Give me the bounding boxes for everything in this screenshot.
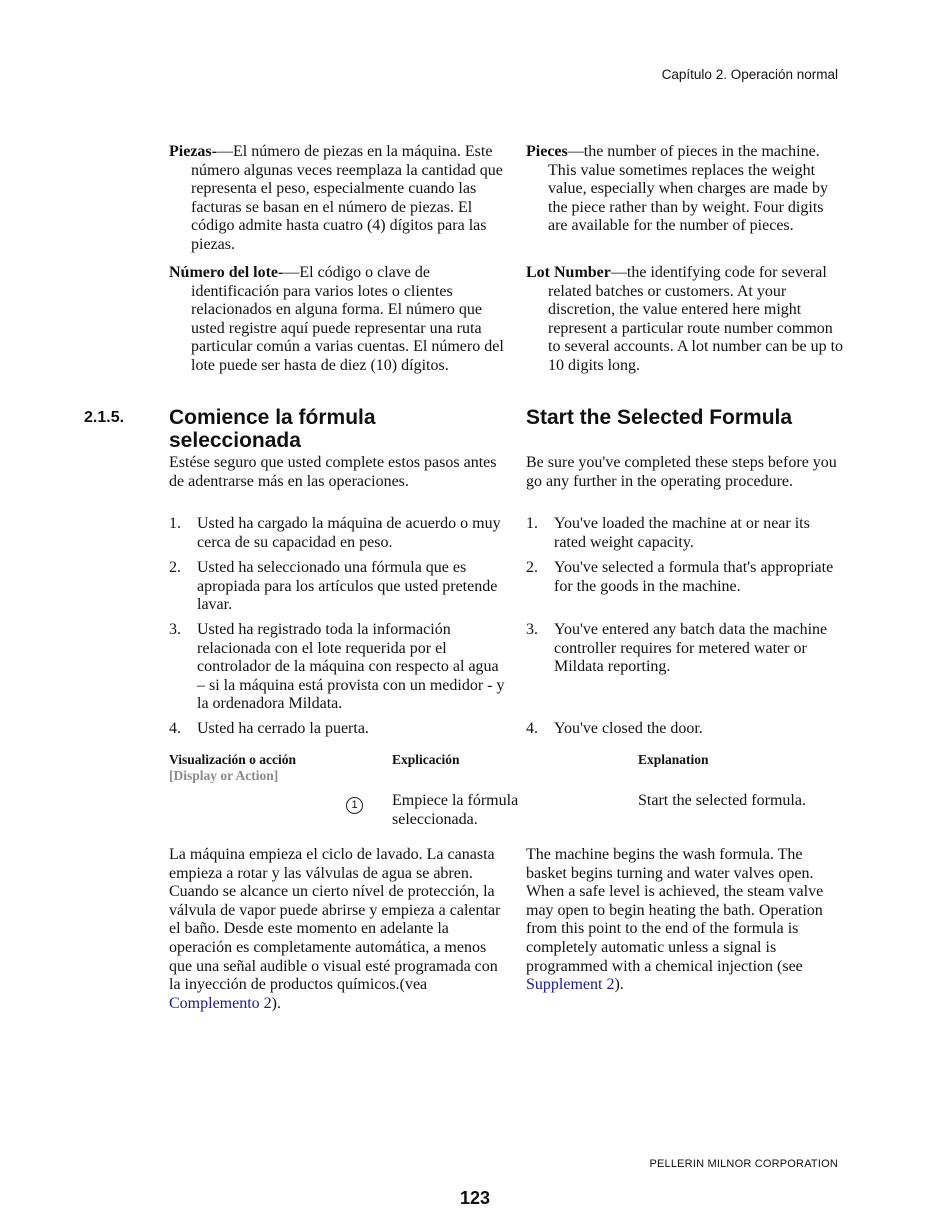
circled-one-icon: 1 [346, 797, 363, 814]
definition-text: —El número de piezas en la máquina. Este número algunas veces reemplaza la cantidad que representa el peso, especialmente cuando las facturas se basan en el número de piezas. El código admite hasta cuatro (4) dígitos para las piezas. [191, 143, 503, 253]
section-title-es [169, 406, 509, 452]
supplement-link-es[interactable]: Complemento 2 [169, 994, 272, 1012]
step-text: Usted ha registrado toda la información relacionada con el lote requerida por el controlador de la máquina con respecto al agua – si la máquina está provista con un medidor - y la ordenadora Mildata. [197, 621, 505, 713]
step-es-1 [169, 515, 509, 552]
term: Lot Number [526, 264, 611, 281]
step-number: 4. [169, 720, 181, 737]
step-number: 2. [169, 559, 181, 576]
definition-text: —the number of pieces in the machine. This value sometimes replaces the weight value, especially when charges are made by the piece rather than by weight. Four digits are available for the number of pieces. [548, 143, 829, 235]
table-header-explicacion: Explicación [392, 752, 460, 767]
step-es-2 [169, 559, 509, 615]
table-row-es: Empiece la fórmula seleccionada. [392, 792, 519, 828]
intro-en: Be sure you've completed these steps before you go any further in the operating procedure. [526, 454, 837, 490]
table-row-en: Start the selected formula. [638, 792, 806, 809]
step-en-2 [526, 559, 844, 596]
closing-es [169, 846, 507, 1013]
page-number: 123 [459, 1188, 491, 1208]
supplement-link-en[interactable]: Supplement 2 [526, 976, 615, 994]
closing-en-text: The machine begins the wash formula. The basket begins turning and water valves open. When a safe level is achieved, the steam valve may open to begin heating the bath. Operation from this point to the end of the formula is completely automatic unless a signal is programmed with a chemical injection (see [526, 846, 824, 975]
step-text: You've entered any batch data the machine controller requires for metered water or Mildata reporting. [554, 621, 828, 676]
closing-en-end: ). [614, 976, 624, 994]
closing-en [526, 846, 838, 995]
step-number: 1. [526, 515, 538, 532]
step-en-4 [526, 720, 844, 739]
definition-text: —the identifying code for several related batches or customers. At your discretion, the value entered here might represent a particular route number common to several accounts. A lot number can be up to 10 digits long. [548, 264, 844, 374]
table-header-explanation: Explanation [638, 752, 709, 767]
section-title-es-line1: Comience la fórmula [169, 406, 376, 429]
step-number: 4. [526, 720, 538, 737]
term: Número del lote- [169, 264, 284, 281]
step-es-3 [169, 621, 509, 714]
definition-lot-es [169, 264, 509, 376]
section-title-en: Start the Selected Formula [526, 406, 793, 429]
step-text: You've closed the door. [554, 720, 703, 737]
intro-es: Estése seguro que usted complete estos pasos antes de adentrarse más en las operaciones. [169, 454, 497, 490]
step-number: 2. [526, 559, 538, 576]
step-number: 3. [526, 621, 538, 638]
step-text: You've selected a formula that's appropriate for the goods in the machine. [554, 559, 834, 595]
term: Piezas- [169, 143, 217, 160]
company-footer: PELLERIN MILNOR CORPORATION [649, 1158, 838, 1170]
step-text: You've loaded the machine at or near its rated weight capacity. [554, 515, 810, 551]
step-number: 3. [169, 621, 181, 638]
step-number: 1. [169, 515, 181, 532]
definition-pieces-en [526, 143, 844, 236]
step-text: Usted ha cerrado la puerta. [197, 720, 369, 737]
section-number: 2.1.5. [84, 409, 125, 426]
closing-es-end: ). [271, 994, 281, 1012]
definition-pieces-es [169, 143, 509, 255]
step-en-1 [526, 515, 844, 552]
definition-text: —El código o clave de identificación para varios lotes o clientes relacionados en alguna forma. El número que usted registre aquí puede representar una ruta particular común a varias cuentas. El número del lote puede ser hasta de diez (10) dígitos. [191, 264, 504, 374]
chapter-header: Capítulo 2. Operación normal [661, 67, 838, 82]
section-title-es-line2: seleccionada [169, 429, 301, 452]
table-header-display: Visualización o acción [169, 752, 296, 767]
definition-lot-en [526, 264, 844, 376]
step-en-3 [526, 621, 844, 677]
term: Pieces [526, 143, 568, 160]
step-text: Usted ha cargado la máquina de acuerdo o muy cerca de su capacidad en peso. [197, 515, 501, 551]
step-text: Usted ha seleccionado una fórmula que es apropiada para los artículos que usted pretende lavar. [197, 559, 498, 614]
table-header-display-sub: [Display or Action] [169, 768, 279, 783]
closing-es-text: La máquina empieza el ciclo de lavado. La canasta empieza a rotar y las válvulas de agua se abren. Cuando se alcance un cierto nível de protección, la válvula de vapor puede abrirse y empieza a calentar el baño. Desde este momento en adelante la operación es completamente automática, a menos que una señal audible o visual esté programada con la inyección de productos químicos.(vea [169, 846, 501, 994]
step-es-4 [169, 720, 509, 739]
